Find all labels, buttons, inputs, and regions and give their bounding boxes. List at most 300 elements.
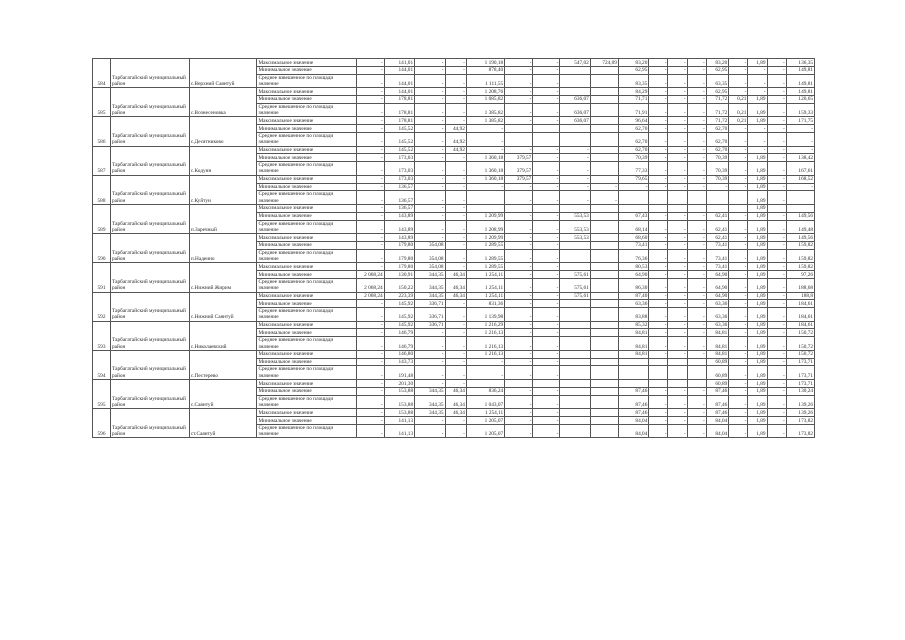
metric-label: Минимальное значение [257, 154, 356, 162]
value-cell [505, 204, 533, 212]
value-cell [590, 117, 618, 125]
value-cell: - [729, 271, 748, 279]
value-cell: 1 289,55 [466, 241, 504, 249]
value-cell: - [533, 175, 560, 183]
value-cell: 184,61 [786, 321, 814, 329]
value-cell [590, 175, 618, 183]
value-cell: 71,72 [706, 103, 729, 117]
value-cell: 84,81 [706, 350, 729, 358]
value-cell: 67,43 [618, 212, 648, 220]
value-cell: 73,41 [706, 263, 729, 271]
value-cell: - [668, 300, 687, 308]
value-cell: 167,61 [786, 162, 814, 176]
value-cell [560, 337, 590, 351]
value-cell: - [729, 212, 748, 220]
table-row [93, 380, 815, 388]
value-cell: - [505, 395, 533, 409]
value-cell: - [668, 132, 687, 146]
settlement-cell: с.Вознесеновка [189, 88, 257, 117]
value-cell: 73,41 [706, 241, 729, 249]
value-cell: - [356, 329, 384, 337]
value-cell: - [649, 59, 668, 67]
metric-label: Среднее взвешенное по площади значение [257, 191, 356, 205]
value-cell [590, 424, 618, 438]
value-cell [560, 74, 590, 88]
value-cell [590, 220, 618, 234]
value-cell: - [415, 417, 445, 425]
value-cell: - [668, 241, 687, 249]
value-cell: - [729, 350, 748, 358]
value-cell: - [533, 366, 560, 380]
table-row [93, 350, 815, 358]
row-number: 590 [93, 234, 111, 263]
value-cell: - [356, 59, 384, 67]
row-number: 592 [93, 292, 111, 321]
value-cell: - [767, 321, 786, 329]
value-cell: - [445, 74, 466, 88]
value-cell [590, 417, 618, 425]
value-cell: - [356, 103, 384, 117]
value-cell [590, 350, 618, 358]
value-cell: - [729, 358, 748, 366]
value-cell: - [687, 234, 706, 242]
value-cell: - [466, 146, 504, 154]
value-cell: - [445, 95, 466, 103]
value-cell: 1,89 [748, 308, 767, 322]
value-cell: - [356, 241, 384, 249]
metric-label: Среднее взвешенное по площади значение [257, 278, 356, 292]
value-cell: - [356, 66, 384, 74]
value-cell [590, 366, 618, 380]
value-cell: - [445, 241, 466, 249]
value-cell: - [767, 162, 786, 176]
value-cell: - [649, 88, 668, 96]
value-cell: - [533, 278, 560, 292]
value-cell: - [729, 409, 748, 417]
value-cell [590, 387, 618, 395]
value-cell: - [466, 358, 504, 366]
value-cell: - [649, 350, 668, 358]
value-cell: 173,03 [384, 175, 414, 183]
value-cell: - [505, 59, 533, 67]
value-cell [590, 88, 618, 96]
value-cell: - [767, 103, 786, 117]
value-cell: 553,53 [560, 212, 590, 220]
value-cell [590, 263, 618, 271]
district-cell: Тарбагатайский муниципальный район [111, 234, 190, 263]
value-cell: - [533, 154, 560, 162]
value-cell: - [687, 337, 706, 351]
value-cell: 1 289,55 [466, 263, 504, 271]
value-cell: 70,39 [618, 154, 648, 162]
value-cell: 1 111,55 [466, 74, 504, 88]
settlement-cell: п.Надеино [189, 234, 257, 263]
value-cell: - [767, 300, 786, 308]
value-cell: - [415, 162, 445, 176]
settlement-cell: с.Николаевский [189, 321, 257, 350]
value-cell [560, 358, 590, 366]
value-cell: 83,20 [706, 59, 729, 67]
district-cell: Тарбагатайский муниципальный район [111, 380, 190, 409]
value-cell: 173,71 [786, 380, 814, 388]
value-cell: - [687, 424, 706, 438]
value-cell: 223,39 [384, 292, 414, 300]
value-cell: - [505, 220, 533, 234]
value-cell: - [445, 162, 466, 176]
value-cell [505, 380, 533, 388]
value-cell [560, 66, 590, 74]
value-cell: - [445, 321, 466, 329]
value-cell: - [729, 175, 748, 183]
value-cell: 1 216,29 [466, 321, 504, 329]
value-cell [590, 154, 618, 162]
district-cell: Тарбагатайский муниципальный район [111, 88, 190, 117]
district-cell: Тарбагатайский муниципальный район [111, 409, 190, 438]
metric-label: Минимальное значение [257, 183, 356, 191]
value-cell: 1,89 [748, 292, 767, 300]
value-cell [560, 321, 590, 329]
value-cell [590, 234, 618, 242]
value-cell [687, 204, 706, 212]
value-cell: 84,04 [618, 417, 648, 425]
value-cell: - [356, 263, 384, 271]
value-cell: 84,81 [618, 329, 648, 337]
value-cell: 636,07 [560, 117, 590, 125]
metric-label: Среднее взвешенное по площади значение [257, 103, 356, 117]
value-cell: 145,52 [384, 132, 414, 146]
value-cell: 143,73 [384, 358, 414, 366]
value-cell: - [533, 417, 560, 425]
district-cell: Тарбагатайский муниципальный район [111, 59, 190, 88]
value-cell: 87,46 [706, 387, 729, 395]
value-cell: 70,39 [706, 154, 729, 162]
value-cell: 84,81 [706, 337, 729, 351]
value-cell: 76,36 [618, 249, 648, 263]
row-number: 589 [93, 204, 111, 233]
value-cell: - [445, 300, 466, 308]
value-cell: - [687, 350, 706, 358]
value-cell: - [649, 117, 668, 125]
value-cell: 1,89 [748, 358, 767, 366]
value-cell: - [445, 417, 466, 425]
value-cell: - [505, 191, 533, 205]
value-cell [687, 191, 706, 205]
value-cell: - [445, 204, 466, 212]
value-cell: - [668, 409, 687, 417]
value-cell: - [767, 271, 786, 279]
settlement-cell: п.Заречный [189, 204, 257, 233]
value-cell [668, 191, 687, 205]
value-cell: - [687, 249, 706, 263]
row-number: 594 [93, 350, 111, 379]
metric-label: Среднее взвешенное по площади значение [257, 337, 356, 351]
metric-label: Максимальное значение [257, 175, 356, 183]
value-cell: 344,35 [415, 278, 445, 292]
value-cell: - [533, 88, 560, 96]
value-cell: - [649, 308, 668, 322]
value-cell: - [687, 103, 706, 117]
value-cell: - [466, 125, 504, 133]
row-number: 587 [93, 146, 111, 175]
value-cell: - [649, 337, 668, 351]
row-number: 596 [93, 409, 111, 438]
value-cell: 62,70 [706, 146, 729, 154]
value-cell: - [445, 337, 466, 351]
value-cell: - [687, 125, 706, 133]
value-cell: 1,89 [748, 95, 767, 103]
district-cell: Тарбагатайский муниципальный район [111, 263, 190, 292]
value-cell: 1 139,98 [466, 308, 504, 322]
value-cell: - [590, 191, 618, 205]
value-cell: - [729, 66, 748, 74]
value-cell: - [415, 132, 445, 146]
value-cell: - [687, 241, 706, 249]
value-cell: - [729, 424, 748, 438]
value-cell [560, 424, 590, 438]
value-cell [729, 204, 748, 212]
table-row [93, 409, 815, 417]
value-cell [590, 103, 618, 117]
value-cell: - [706, 183, 729, 191]
value-cell: 179,80 [384, 241, 414, 249]
value-cell: 87,46 [706, 409, 729, 417]
table-row [93, 146, 815, 154]
value-cell: - [687, 154, 706, 162]
value-cell: - [649, 263, 668, 271]
value-cell [649, 380, 668, 388]
value-cell: 80,53 [618, 263, 648, 271]
value-cell [590, 212, 618, 220]
value-cell: 1 254,11 [466, 292, 504, 300]
value-cell: - [767, 350, 786, 358]
value-cell: 46,34 [445, 387, 466, 395]
value-cell [618, 358, 648, 366]
value-cell: - [687, 66, 706, 74]
value-cell: - [356, 234, 384, 242]
value-cell: - [767, 74, 786, 88]
value-cell: - [649, 321, 668, 329]
value-cell [687, 358, 706, 366]
value-cell: - [668, 95, 687, 103]
value-cell: 1,89 [748, 329, 767, 337]
value-cell: - [767, 146, 786, 154]
metric-label: Минимальное значение [257, 271, 356, 279]
value-cell: - [748, 146, 767, 154]
table-row [93, 234, 815, 242]
value-cell: - [748, 125, 767, 133]
value-cell: 144,01 [384, 66, 414, 74]
table-row [93, 204, 815, 212]
value-cell: 159,82 [786, 263, 814, 271]
value-cell: - [415, 358, 445, 366]
metric-label: Минимальное значение [257, 358, 356, 366]
value-cell: 1,89 [748, 212, 767, 220]
metric-label: Минимальное значение [257, 417, 356, 425]
value-cell: - [533, 263, 560, 271]
value-cell: - [668, 387, 687, 395]
value-cell: 1,89 [748, 117, 767, 125]
value-cell: - [415, 59, 445, 67]
value-cell: 168,52 [786, 175, 814, 183]
value-cell: 191,48 [384, 366, 414, 380]
metric-label: Минимальное значение [257, 95, 356, 103]
metric-label: Среднее взвешенное по площади значение [257, 74, 356, 88]
metric-label: Среднее взвешенное по площади значение [257, 162, 356, 176]
value-cell: - [668, 308, 687, 322]
value-cell: 1,89 [748, 300, 767, 308]
row-number: 591 [93, 263, 111, 292]
value-cell [590, 308, 618, 322]
value-cell: - [649, 162, 668, 176]
value-cell [533, 125, 560, 133]
value-cell: 84,04 [618, 424, 648, 438]
value-cell: 144,01 [384, 74, 414, 88]
value-cell [533, 132, 560, 146]
value-cell: 139,26 [786, 409, 814, 417]
value-cell: 1,89 [748, 337, 767, 351]
value-cell: - [445, 154, 466, 162]
value-cell: 68,60 [618, 234, 648, 242]
value-cell [505, 125, 533, 133]
value-cell: - [415, 234, 445, 242]
value-cell: - [445, 117, 466, 125]
value-cell: 71,71 [618, 95, 648, 103]
value-cell: - [356, 204, 384, 212]
value-cell: - [649, 241, 668, 249]
value-cell: 344,35 [415, 387, 445, 395]
value-cell: 2 068,24 [356, 278, 384, 292]
value-cell: - [729, 125, 748, 133]
value-cell [590, 146, 618, 154]
value-cell: 70,39 [706, 175, 729, 183]
value-cell: 1 254,11 [466, 409, 504, 417]
value-cell [590, 66, 618, 74]
value-cell: - [533, 162, 560, 176]
value-cell: - [729, 74, 748, 88]
value-cell: 178,81 [384, 95, 414, 103]
value-cell: 1,89 [748, 278, 767, 292]
value-cell [618, 380, 648, 388]
value-cell: - [356, 220, 384, 234]
value-cell: - [505, 95, 533, 103]
district-cell: Тарбагатайский муниципальный район [111, 350, 190, 379]
value-cell: 1,89 [748, 59, 767, 67]
value-cell: - [668, 263, 687, 271]
value-cell: - [533, 74, 560, 88]
value-cell: - [415, 191, 445, 205]
value-cell: - [668, 278, 687, 292]
value-cell: - [356, 117, 384, 125]
value-cell: 1,89 [748, 424, 767, 438]
row-number: 588 [93, 175, 111, 204]
value-cell: - [668, 183, 687, 191]
value-cell: - [729, 292, 748, 300]
value-cell: - [505, 263, 533, 271]
value-cell [590, 409, 618, 417]
value-cell: - [618, 183, 648, 191]
value-cell: 2 068,24 [356, 292, 384, 300]
value-cell: - [668, 329, 687, 337]
value-cell: - [767, 175, 786, 183]
value-cell: - [649, 146, 668, 154]
value-cell: - [786, 132, 814, 146]
value-cell: - [533, 409, 560, 417]
value-cell: - [415, 175, 445, 183]
value-cell: - [729, 380, 748, 388]
value-cell: 71,72 [706, 95, 729, 103]
value-cell: - [356, 337, 384, 351]
value-cell [466, 204, 504, 212]
value-cell: 1 385,82 [466, 117, 504, 125]
value-cell: - [356, 366, 384, 380]
value-cell: - [505, 74, 533, 88]
value-cell [590, 358, 618, 366]
value-cell: - [687, 175, 706, 183]
value-cell: - [445, 88, 466, 96]
value-cell: - [505, 271, 533, 279]
value-cell: 136,57 [384, 183, 414, 191]
value-cell: 188,68 [786, 278, 814, 292]
value-cell: - [687, 409, 706, 417]
value-cell: - [687, 95, 706, 103]
value-cell: 145,92 [384, 321, 414, 329]
value-cell: 1 190,18 [466, 59, 504, 67]
value-cell: 44,92 [445, 146, 466, 154]
value-cell: - [505, 241, 533, 249]
value-cell: 85,32 [618, 321, 648, 329]
value-cell: - [415, 329, 445, 337]
value-cell: - [668, 103, 687, 117]
metric-label: Среднее взвешенное по площади значение [257, 308, 356, 322]
value-cell [649, 191, 668, 205]
value-cell: 60,89 [706, 366, 729, 380]
value-cell: 139,26 [786, 395, 814, 409]
value-cell: - [356, 175, 384, 183]
value-cell [668, 358, 687, 366]
value-cell [649, 358, 668, 366]
value-cell: 336,71 [415, 308, 445, 322]
value-cell: 68,14 [618, 220, 648, 234]
metric-label: Максимальное значение [257, 234, 356, 242]
value-cell: - [560, 146, 590, 154]
value-cell: 64,90 [706, 278, 729, 292]
value-cell: - [687, 278, 706, 292]
metric-label: Минимальное значение [257, 66, 356, 74]
value-cell: 1 385,82 [466, 103, 504, 117]
value-cell: - [767, 88, 786, 96]
value-cell: 344,35 [415, 395, 445, 409]
metric-label: Максимальное значение [257, 146, 356, 154]
value-cell: 173,71 [786, 366, 814, 380]
value-cell: - [767, 395, 786, 409]
value-cell: - [356, 191, 384, 205]
value-cell: - [445, 350, 466, 358]
value-cell: 1 216,13 [466, 337, 504, 351]
value-cell: 62,95 [618, 66, 648, 74]
value-cell: - [649, 234, 668, 242]
value-cell: - [668, 125, 687, 133]
value-cell [668, 366, 687, 380]
value-cell: - [356, 154, 384, 162]
value-cell: - [445, 175, 466, 183]
value-cell: - [649, 95, 668, 103]
value-cell: - [668, 74, 687, 88]
value-cell: - [505, 66, 533, 74]
value-cell: - [533, 212, 560, 220]
value-cell [560, 132, 590, 146]
row-number: 595 [93, 380, 111, 409]
value-cell: - [687, 162, 706, 176]
